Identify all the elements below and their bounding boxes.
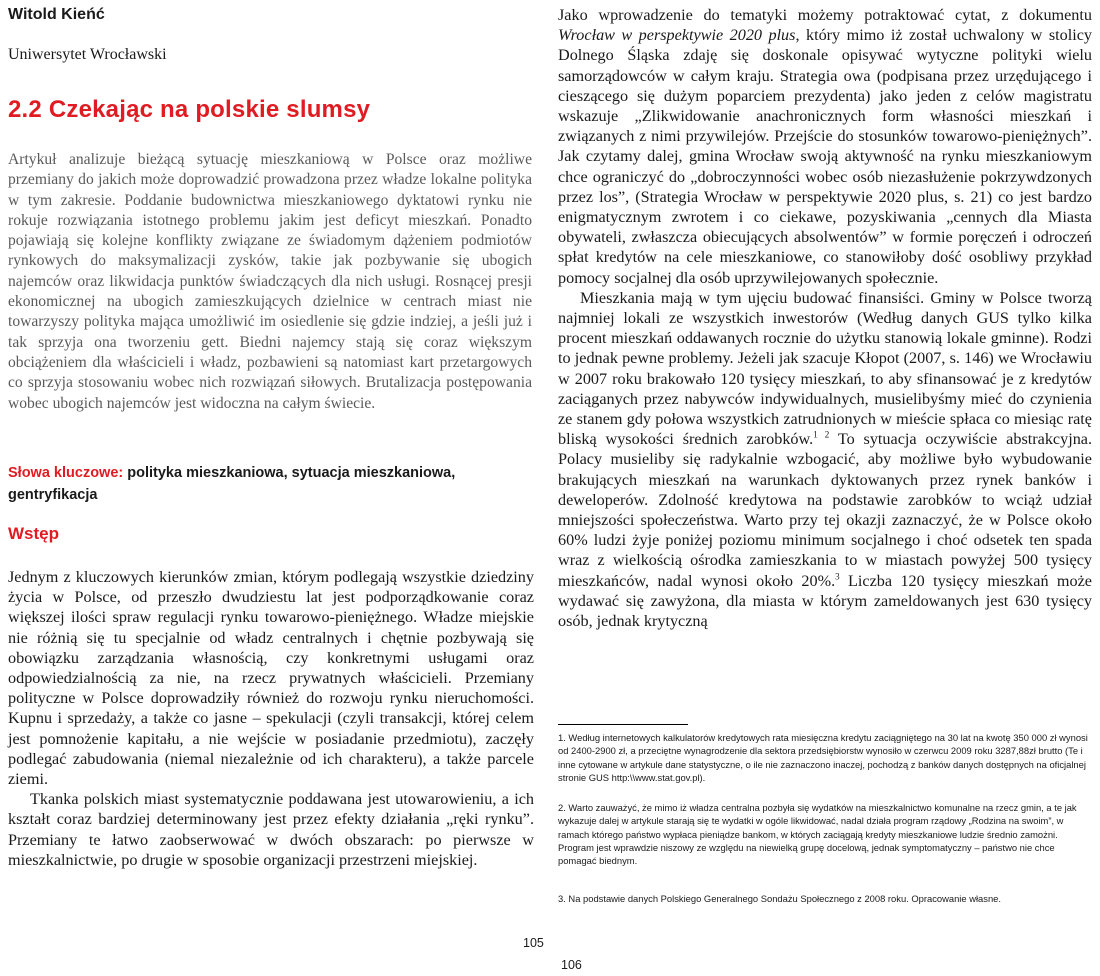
author-affiliation: Uniwersytet Wrocławski <box>8 46 167 63</box>
keywords-label: Słowa kluczowe: <box>8 465 124 481</box>
paragraph: Tkanka polskich miast systematycznie poddawana jest utowarowieniu, a ich kształt coraz bardziej determinowany jest przez efekty działania „ręki rynku”. Przemiany te łatwo zaobserwować w dwóch obszarach: po pierwsze w mieszkalnictwie, po drugie w sposobie organizacji przestrzeni miejskiej. <box>8 790 534 869</box>
text-run: To sytuacja oczywiście abstrakcyjna. Polacy musieliby się radykalnie wzbogacić, aby możliwe było wybudowanie brakujących mieszkań na warunkach dyktowanych przez rynek banków i deweloperów. Zdolność kredytowa na podstawie zarobków to wciąż udział mniejszości społeczeństwa. Warto przy tej okazji zaznaczyć, że w Polsce około 60% ludzi żyje poniżej poziomu minimum socjalnego i choć odsetek ten spada wraz z wielkością ośrodka zamieszkania to w miastach powyżej 500 tysięcy mieszkańców, nadal wynosi około 20%. <box>558 430 1093 590</box>
page-number-right: 106 <box>561 958 582 972</box>
paragraph <box>558 5 1092 288</box>
footnotes <box>558 731 1088 916</box>
paragraph: Jednym z kluczowych kierunków zmian, którym podlegają wszystkie dziedziny życia w Polsce, od przeszło dwudziestu lat jest podporządkowanie coraz większej ilości spraw regulacji rynku towarowo-pieniężnego. Władze miejskie nie różnią się tu specjalnie od władz centralnych i chętnie pozbywają się obowiązku zarządzania własnością, czy konkretnymi usługami oraz odpowiedzialnością za nie, na rzecz prywatnych właścicieli. Przemiany polityczne w Polsce doprowadziły również do rozwoju rynku nieruchomości. Kupnu i sprzedaży, a także co jasne – spekulacji (czyli transakcji, której celem jest pomnożenie kapitału, a nie wejście w posiadanie przedmiotu), zaczęły podlegać zabudowania (niemal niezależnie od ich charakteru), a także parcele ziemi. <box>8 568 534 789</box>
text-run: Jako wprowadzenie do tematyki możemy potraktować cytat, z dokumentu <box>558 6 1092 24</box>
keywords-list: polityka mieszkaniowa, sytuacja mieszkaniowa, gentryfikacja <box>8 465 456 503</box>
body-text-right <box>558 5 1092 631</box>
text-run: Liczba 120 tysięcy mieszkań może wydawać się zawyżona, dla miasta w którym zameldowanych jest 630 tysięcy osób, jednak krytyczną <box>558 571 1092 631</box>
paragraph <box>558 288 1092 631</box>
footnote-divider <box>558 724 688 725</box>
text-run: Mieszkania mają w tym ujęciu budować finansiści. Gminy w Polsce tworzą najmniej lokali ze wszystkich inwestorów (Według danych GUS tylko kilka procent mieszkań oddawanych rocznie do użytku stanowią lokale gminne). Rodzi to jednak pewne problemy. Jeżeli jak szacuje Kłopot (2007, s. 146) we Wrocławiu w 2007 roku brakowało 120 tysięcy mieszkań, to aby sfinansować je z kredytów zaciąganych przez nabywców indywidualnych, musielibyśmy mieć do czynienia ze stanem gdy połowa wszystkich zatrudnionych w mieście spłaca co miesiąc ratę bliską wysokości średnich zarobków. <box>558 288 1092 449</box>
keywords <box>8 462 534 506</box>
text-run: , który mimo iż został uchwalony w stolicy Dolnego Śląska zdaję się doskonale opisywać wytyczne polityki wielu samorządowców w całym kraju. Strategia owa (podpisana przez urzędującego i cieszącego się dużym poparciem prezydenta) jako jeden z celów magistratu wskazuje „Zlikwidowanie anachronicznych form własności mieszkań i związanych z nimi przywilejów. Przejście do stosunków towarowo-pieniężnych”. Jak czytamy dalej, gmina Wrocław swoją aktywność na rynku mieszkaniowym chce ograniczyć do „dobroczynności wobec osób niezasłużenie pokrzywdzonych przez los”, (Strategia Wrocław w perspektywie 2020 plus, s. 21) co jest bardzo enigmatycznym zwrotem i co ciekawe, pozyskiwania „cennych dla Miasta obywateli, zwłaszcza obiecujących absolwentów” w formie poręczeń i odroczeń spłat kredytów na cele mieszkaniowe, co stanowiłoby dość osobliwy przykład pomocy socjalnej dla osób uprzywilejowanych społecznie. <box>558 26 1092 287</box>
footnote-ref[interactable]: 3 <box>835 571 840 582</box>
footnote: 1. Według internetowych kalkulatorów kredytowych rata miesięczna kredytu zaciągniętego na 30 lat na kwotę 350 000 zł wynosi od 2400-2900 zł, a przeciętne wynagrodzenie dla sektora przedsiębiorstw wynosiło w czerwcu 2009 roku 3287,88zł brutto (Te i inne cytowane w artykule dane statystyczne, o ile nie zaznaczono inaczej, pochodzą z banków danych dostępnych na oficjalnej stronie GUS http:\\www.stat.gov.pl). <box>558 732 1088 783</box>
document-title-italic: Wrocław w perspektywie 2020 plus <box>558 26 796 45</box>
abstract: Artykuł analizuje bieżącą sytuację mieszkaniową w Polsce oraz możliwe przemiany do jakich może doprowadzić prowadzona przez władze lokalne polityka w tym zakresie. Poddanie budownictwa mieszkaniowego dyktatowi rynku nie rokuje rozwiązania istotnego problemu jakim jest deficyt mieszkań. Ponadto pojawiają się kolejne konflikty związane ze świadomym dążeniem podmiotów rynkowych do maksymalizacji zysków, takie jak pozbywanie się ubogich najemców oraz likwidacja punktów świadczących dla nich usługi. Rosnącej presji ekonomicznej na ubogich zamieszkujących dzielnice w centrach miast nie towarzyszy polityka mająca umożliwić im osiedlenie się gdzie indziej, a jeśli już i tak sprzyja ona tworzeniu gett. Biedni najemcy stają się coraz większym obciążeniem dla właścicieli i władz, pozbawieni są natomiast kart przetargowych co sprzyja stosowaniu wobec nich rozwiązań siłowych. Brutalizacja postępowania wobec ubogich najemców jest widoczna na całym świecie. <box>8 151 532 412</box>
footnote: 3. Na podstawie danych Polskiego Generalnego Sondażu Społecznego z 2008 roku. Opracowanie własne. <box>558 892 1001 904</box>
footnote: 2. Warto zauważyć, że mimo iż władza centralna pozbyła się wydatków na mieszkalnictwo komunalne na rzecz gmin, a te jak wykazuje dalej w artykule starają się te wydatki w ogóle likwidować, nadal działa program rządowy „Rodzina na swoim”, w ramach którego państwo wypłaca pieniądze bankom, w których zaciągają kredyty mieszkaniowe ludzie średnio zamożni. Program jest wprawdzie niszowy ze względu na niewielką grupę docelową, jednak symptomatyczny – państwo nie chce pomagać biednym. <box>558 802 1077 867</box>
article-title: 2.2 Czekając na polskie slumsy <box>8 96 371 123</box>
page-number-left: 105 <box>523 936 544 950</box>
body-text-left <box>8 567 534 870</box>
section-heading: Wstęp <box>8 524 59 543</box>
author-name: Witold Kieńć <box>8 6 105 23</box>
footnote-ref[interactable]: 1 2 <box>813 429 830 440</box>
